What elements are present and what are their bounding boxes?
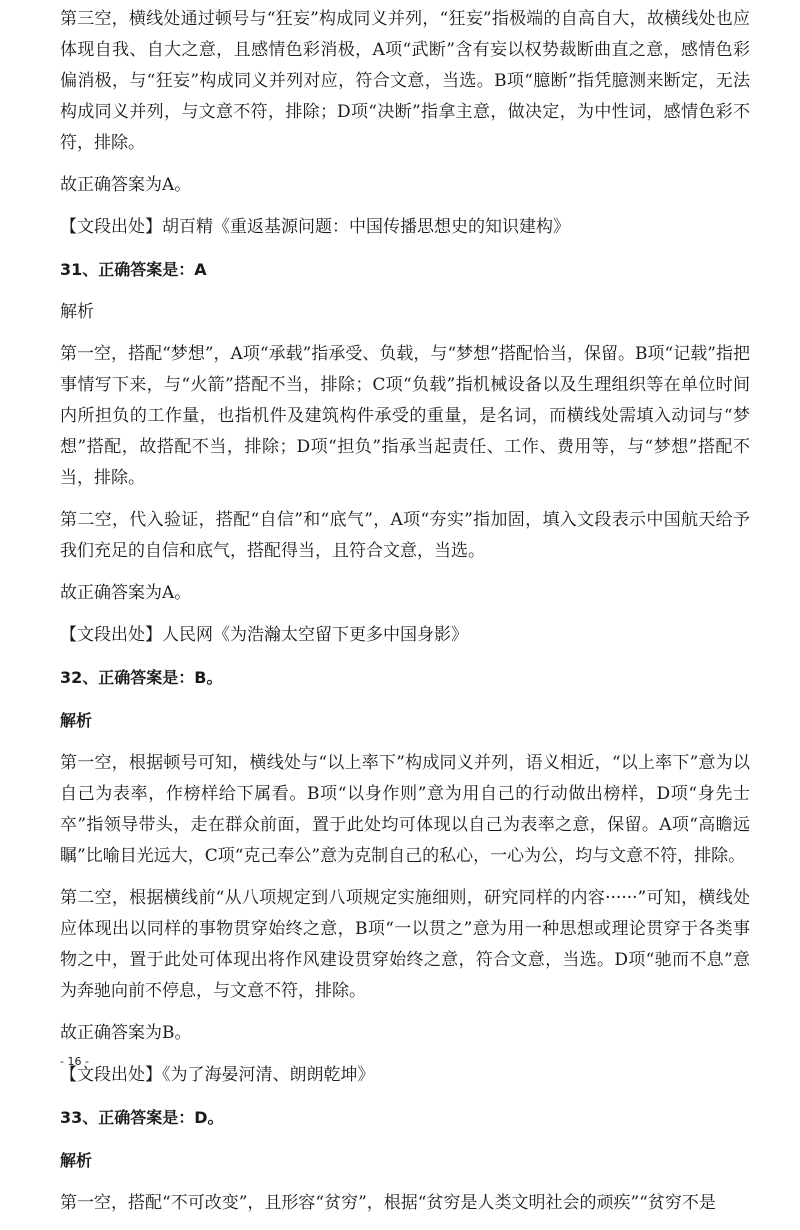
answer-heading: 31、正确答案是：A [60,260,207,279]
paragraph: 第三空，横线处通过顿号与“狂妄”构成同义并列，“狂妄”指极端的自高自大，故横线处也应体现自我、自大之意，且感情色彩消极，A项“武断”含有妄以权势裁断曲直之意，感情色彩偏消极，与“狂妄”构成同义并列对应，符合文意，当选。B项“臆断”指凭臆测来断定，无法构成同义并列，与文意不符，排除；D项“决断”指拿主意，做决定，为中性词，感情色彩不符，排除。 [60,9,750,153]
answer-heading: 解析 [60,1151,93,1170]
paragraph: 第二空，代入验证，搭配“自信”和“底气”，A项“夯实”指加固，填入文段表示中国航天给予我们充足的自信和底气，搭配得当，且符合文意，当选。 [60,510,750,561]
paragraph: 第一空，搭配“梦想”，A项“承载”指承受、负载，与“梦想”搭配恰当，保留。B项“记载”指把事情写下来，与“火箭”搭配不当，排除；C项“负载”指机械设备以及生理组织等在单位时间内所担负的工作量，也指机件及建筑构件承受的重量，是名词，而横线处需填入动词与“梦想”搭配，故搭配不当，排除；D项“担负”指承当起责任、工作、费用等，与“梦想”搭配不当，排除。 [60,344,750,488]
paragraph: 故正确答案为B。 [60,1023,192,1043]
paragraph: 【文段出处】胡百精《重返基源问题：中国传播思想史的知识建构》 [60,217,570,237]
paragraph: 第二空，根据横线前“从八项规定到八项规定实施细则，研究同样的内容······”可知，横线处应体现出以同样的事物贯穿始终之意，B项“一以贯之”意为用一种思想或理论贯穿于各类事物之中，置于此处可体现出将作风建设贯穿始终之意，符合文意，当选。D项“驰而不息”意为奔驰向前不停息，与文意不符，排除。 [60,888,750,1001]
paragraph: 第一空，搭配“不可改变”，且形容“贫穷”，根据“贫穷是人类文明社会的顽疾”“贫穷不是 [60,1193,716,1213]
paragraph: 【文段出处】《为了海晏河清、朗朗乾坤》 [60,1065,375,1085]
answer-heading: 32、正确答案是：B。 [60,668,223,687]
analysis-label: 解析 [60,302,94,322]
paragraph: 故正确答案为A。 [60,175,192,195]
document-body [60,4,750,1230]
paragraph: 第一空，根据顿号可知，横线处与“以上率下”构成同义并列，语义相近，“以上率下”意为以自己为表率，作榜样给下属看。B项“以身作则”意为用自己的行动做出榜样，D项“身先士卒”指领导带头，走在群众前面，置于此处均可体现以自己为表率之意，保留。A项“高瞻远瞩”比喻目光远大，C项“克己奉公”意为克制自己的私心，一心为公，均与文意不符，排除。 [60,753,750,866]
answer-heading: 解析 [60,711,93,730]
page-number: - 16 - [60,1055,89,1068]
paragraph: 故正确答案为A。 [60,583,192,603]
paragraph: 【文段出处】人民网《为浩瀚太空留下更多中国身影》 [60,625,468,645]
answer-heading: 33、正确答案是：D。 [60,1108,224,1127]
